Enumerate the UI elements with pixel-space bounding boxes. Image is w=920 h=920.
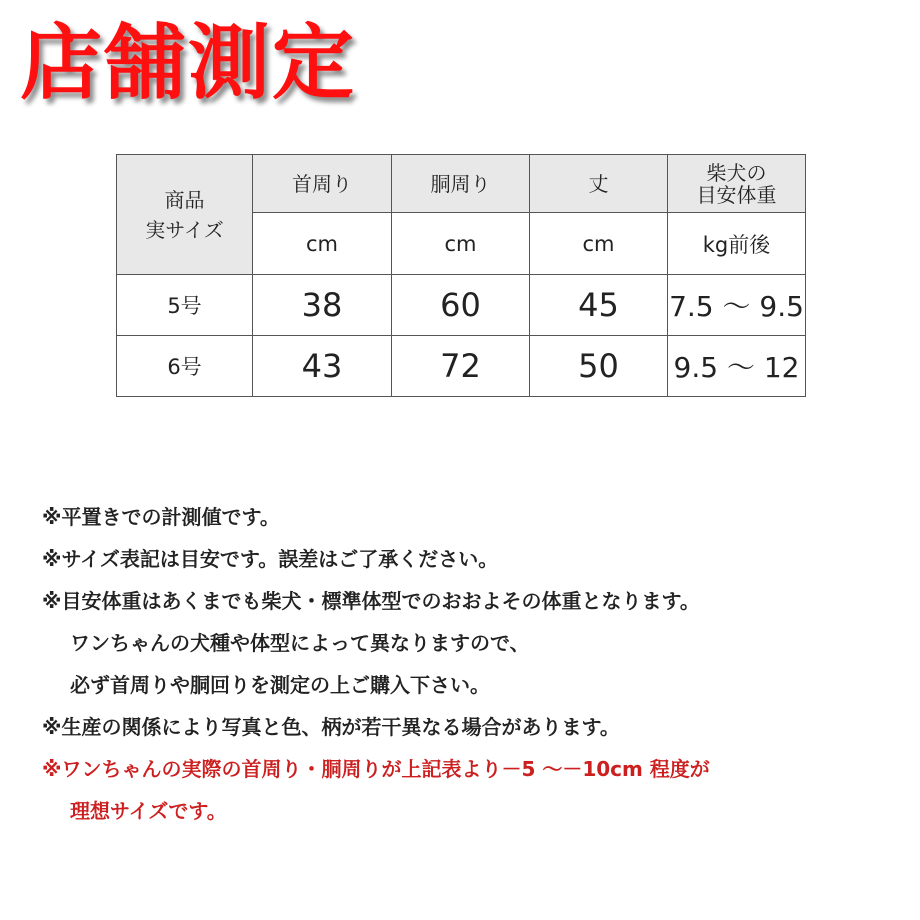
cell-chest: 60 (392, 275, 530, 336)
note-ideal-size-cont: 理想サイズです。 (70, 799, 227, 823)
cell-neck: 43 (253, 336, 392, 397)
header-weight-line1: 柴犬の (706, 160, 767, 185)
note-weight-guide-cont1: ワンちゃんの犬種や体型によって異なりますので、 (70, 631, 530, 655)
note-flat-measure: ※平置きでの計測値です。 (42, 505, 280, 529)
cell-weight: 9.5 ～ 12 (668, 336, 806, 397)
header-product-size (117, 155, 253, 275)
header-actual-size-label: 実サイズ (145, 217, 224, 242)
row-label: 6号 (117, 336, 253, 397)
header-chest: 胴周り (392, 155, 530, 213)
note-production: ※生産の関係により写真と色、柄が若干異なる場合があります。 (42, 715, 620, 739)
table-row (117, 275, 806, 336)
unit-weight: kg前後 (668, 213, 806, 275)
note-weight-guide: ※目安体重はあくまでも柴犬・標準体型でのおおよその体重となります。 (42, 589, 700, 613)
page-title: 店舗測定 (20, 16, 357, 111)
header-neck: 首周り (253, 155, 392, 213)
unit-length: cm (530, 213, 668, 275)
cell-length: 50 (530, 336, 668, 397)
note-ideal-size: ※ワンちゃんの実際の首周り・胴周りが上記表より－5 ～－10cm 程度が (42, 757, 710, 781)
unit-chest: cm (392, 213, 530, 275)
cell-chest: 72 (392, 336, 530, 397)
unit-neck: cm (253, 213, 392, 275)
header-length: 丈 (530, 155, 668, 213)
cell-neck: 38 (253, 275, 392, 336)
cell-length: 45 (530, 275, 668, 336)
header-product-label: 商品 (164, 187, 205, 212)
notes (42, 496, 912, 832)
note-size-guide: ※サイズ表記は目安です。誤差はご了承ください。 (42, 547, 499, 571)
cell-weight: 7.5 ～ 9.5 (668, 275, 806, 336)
header-weight-line2: 目安体重 (696, 182, 777, 207)
table-row (117, 336, 806, 397)
header-weight (668, 155, 806, 213)
row-label: 5号 (117, 275, 253, 336)
note-weight-guide-cont2: 必ず首周りや胴回りを測定の上ご購入下さい。 (70, 673, 490, 697)
size-table (116, 154, 806, 397)
